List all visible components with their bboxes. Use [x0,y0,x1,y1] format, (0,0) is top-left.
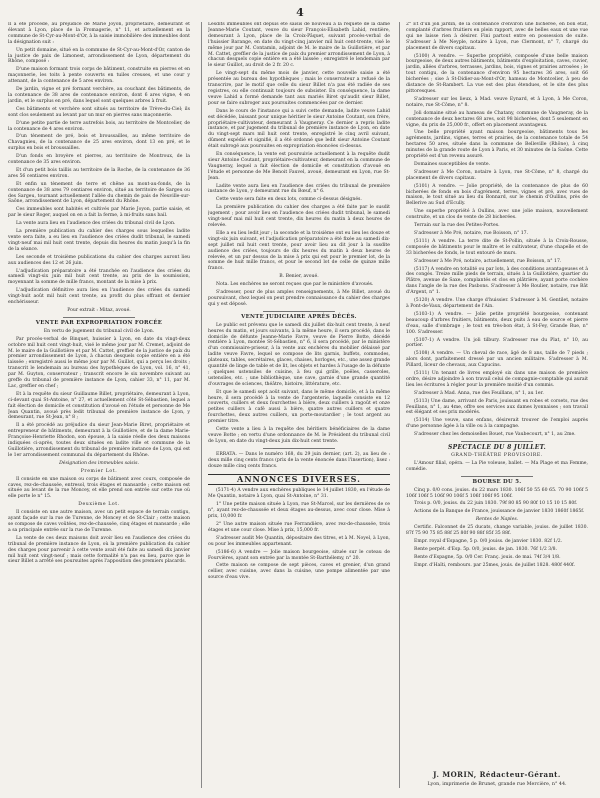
paragraph: La première publication du cahier des charges sous lesquelles ladite vente sera faite, a eu lieu en l'audience des criées dudit tribunal, le samedi vingt-neuf mai mil huit cent trente, depuis dix heures du matin jusqu'à la fin de la séance. [8,229,190,252]
annonce: S'adresser à Me Pré, notaire, actuellement, rue Boisson, n° 17. [414,258,562,264]
separator-rule [263,311,336,312]
annonce: Une belle propriété ayant maison bourgeoise, bâtiments tous les agréments, jardins, vignes, terres et prairies, de la contenance totale de 54 hectares 50 ares, située dans la commune de Belleville (Rhône), à cinq minutes de la grande route de Lyon à Paris, et 30 minutes de la Saône. Cette propriété est d'un revenu assuré. [406,130,588,160]
annonce: (5171-4) A vendre aux enchères publiques le 14 juillet 1830, en l'étude de Me Quantin, notaire à Lyon, quai St-Antoine, n° 31. [208,488,390,500]
annonce: S'adresser chez les demoiselles Bouet, rue Vaubecourt, n° 1, au 2me. [414,432,576,438]
paragraph: D'un fonds en broyère et pierres, au territoire de Montroux, de la contenance de 35 ares environ. [8,154,190,166]
separator-rule [461,476,534,477]
annonce: S'adresser à Mad. Anna, rue des Feuillans, n° 1, au 1er. [414,390,544,396]
paragraph: Lesdits immeubles ont depuis été saisis de nouveau à la requête de la dame Jeanne-Marie Coutant, veuve du sieur François-Elisabeth Lahid, rentière, demeurant à Lyon, place de la Croix-Pâquet, suivant procès-verbal de l'huissier Barange, en date du vingt-cinq janvier mil huit cent-trente, visé le même jour par M. Contamin, adjoint de M. le maire de la Guillotière, et par M. Cattet, greffier de la justice de paix du premier arrondissement de Lyon, à chacun desquels copie entière en a été laissée ; enregistré le lendemain par le sieur Guillot, au droit de 2 fr. 20 c. [208,22,390,69]
paragraph: Un petit domaine, situé en la commune de St-Cyr-au-Mont-d'Or, canton de la justice de paix de Limonest, arrondissement de Lyon, département du Rhône, composé : [8,47,190,65]
bourse-line: Empr. d'Haïti, rembours. par 25mes, jouis. de juillet 1828. 480f 440f. [414,562,575,568]
annonce: 2° Et d'un joli jardin, de la contenance d'environ une bicherée, en bon état, complanté d'arbres fruitiers en plein rapport, avec de belles eaux et une vue qui ne laisse rien à désirer. Fini partout entre en possession de suite. S'adresser à Me Neyple, notaire à Lyon, rue Clermont, n° 7, chargé du placement de divers capitaux. [406,22,588,51]
annonce: (5186-6) A vendre — Jolie maison bourgeoise, située sur le coteau de Fourvières, ayant son entrée par la montée St-Barthélemy, n° 20. [208,549,390,561]
paragraph: D'un tènement de pré, bois et broussailles, au même territoire de Chavagnieu, de la contenance de 25 ares environ, dont 13 en pré, et le surplus en bois et broussailles. [8,134,190,152]
printer-imprint: Lyon, imprimerie de Brunet, grande rue Mercière, n° 44. [427,782,567,787]
annonce: (5117) A vendre en totalité ou par lots, à des conditions avantageuses et à des congés. Treize mille pieds de terrain, situés à la Guillotière, quartier du Plâtre, avenue de Saxe, complantés et clos en plâtrière, ayant porte cochère dans l'angle de la rue des Pasbons. S'adresser à Me Roulier, notaire, rue Bât d'Argent, n° 1. [406,266,588,296]
paragraph: Ladite vente aura lieu en l'audience des criées du tribunal de première instance de Lyon, y demeurant rue du Bœuf, n° 6. [208,183,390,195]
paragraph: Ces immeubles sont habités et cultivés par Marie Joyon, partie saisie, et par le sieur Roger, auquel on en a fait la ferme, à mi-fruits sans bail. [8,207,190,219]
bourse-line: Rente d'Espagne, 5p. 0/0 Cer. Franç. jouis. de mai. 74f 3/4 1/8. [414,554,561,560]
section-heading: VENTE JUDICIAIRE APRÈS DÉCÈS. [241,313,357,320]
bourse-line: Cinq p. 0/0 cons. jouiss. du 22 mars 1830. 106f 50 55 60 65. 70 90 106f 5 106f 106f 5 106f 90 106f 5 106f 106f 95 106f. [406,487,588,499]
paragraph: Et d'un petit bois taillis au territoire de la Roche, de la contenance de 36 ares 56 centiares environ. [8,167,190,179]
paragraph: Cette vente sera faite en deux lots, comme ci-dessus désignés. [216,197,362,203]
paragraph: Les seconde et troisième publications du cahier des charges auront lieu aux audiences des 12 et 26 juin. [8,254,190,266]
spectacle-heading: SPECTACLE DU 8 JUILLET. [448,444,546,452]
signature-line: B. Benier, avoué. [279,274,319,280]
column-right [406,22,588,768]
section-subheading: En vertu de jugement du tribunal civil de Lyon. [43,328,155,334]
annonce: (5113) Une dame, arrivant de Paris, jouissant en robes et corsets, rue des Feuillans, n° 1, au 4me, offre ses services aux dames lyonnaises ; son travail est élégant et ses prix modérés. [406,398,588,416]
lot-heading: Premier Lot. [80,468,118,474]
paragraph: Nota. Les enchères ne seront reçues que par le ministère d'avoués. [216,282,374,288]
annonce: Cette maison se compose de sept pièces, caves et grenier, d'un grand cellier, avec cuisine, avec dans la cuisine, une pompe alimentée par une source d'eau vive. [208,563,390,581]
annonce: (5120) A vendre. Une charge d'huissier. S'adresser à M. Gentilet, notaire à Pont-de-Vaux, département de l'Ain. [406,298,588,309]
annonce: S'adresser à Me Pré, notaire, rue Boisson, n° 17. [414,231,529,236]
annonce: (5107-1) A vendre. Un joli tilbury. S'adresser rue du Plat, n° 10, au portier. [406,337,588,349]
paragraph: Le vingt-sept du même mois de janvier, cette nouvelle saisie a été présentée au bureau des hypothèques ; mais le conservateur a refusé de la transcrire, par le motif que celle du sieur Billet n'a pas été radiée de ses registres, ou elle continuait toujours de subsister. En conséquence, la dame veuve Lahid a formé demande tant aux mariés Biret qu'audit sieur Billet, pour se faire subroger aux poursuites commencées par ce dernier. [208,71,390,106]
annonce: (5114) Une veuve, sans enfans, désirerait trouver de l'emploi auprès d'une personne âgée à la ville ou à la campagne. [406,418,588,430]
column-divider [201,22,202,788]
paragraph: Par procès-verbal de Binquet, huissier à Lyon, en date du vingt-deux octobre mil huit cent vingt-huit, visé le même jour par M. Cremet, adjoint de M. le maire de la Guillotière et par M. Cattet, greffier de la justice de paix du premier arrondissement de Lyon, à chacun desquels copie entière en a été laissée ; enregistré aussi le même jour par M. Guillot, qui a perçu les droits ; transcrit le lendemain au bureau des hypothèques de Lyon, vol. 16, n° 41, par M. Guyton, conservateur ; transcrit encore le six novembre suivant au greffe du tribunal de première instance de Lyon, cahier 33, n° 11, par M. Lac, greffier en chef ; [8,336,190,389]
lot-heading: Deuxième Lot. [78,502,120,508]
paragraph: D'une maison formant trois corps de bâtiment, construite en pierres et en maçonnerie, les toits à pente couverts en tuiles creuses, et une cour y attenant, de la contenance de 5 ares environ. [8,67,190,85]
column-divider [399,22,400,788]
page-number: 4 [296,6,304,19]
paragraph: La première publication du cahier des charges a été faite par le susdit jugement ; pour avoir lieu en l'audience des criées dudit tribunal, le samedi vingt-neuf mai mil huit cent trente, dix heures du matin à deux heures de relevée. [208,205,390,228]
paragraph: Il a été procédé au préjudice du sieur Jean-Marie Biret, propriétaire et entrepreneur de bâtiments, demeurant à la Guillotière, et de la dame Marie-Françoise-Henriette Rhodon, son épouse, à la saisie réelle des deux maisons indiquées ci-après, toutes deux situées en ladite ville et commune de la Guillotière, arrondissement du tribunal de première instance de Lyon, qui est le 1er arrondissement communal du département du Rhône. [8,423,190,458]
theatre-name: GRAND-THÉÂTRE PROVISOIRE. [451,453,543,458]
paragraph: Dans le cours de l'instance qui a suivi cette demande, ladite veuve Lahid est décédée, laissant pour unique héritier le sieur Antoine Coutant, son frère, propriétaire-cultivateur, demeurant à Vaugneray. Ce dernier a repris ladite instance, et par jugement du tribunal de première instance de Lyon, en date du vingt-sept mars mil huit cent trente, enregistré le cinq avril suivant, dûment expédié et signifié, il a été ordonné que ledit sieur Antoine Coutant était subrogé aux poursuites en expropriation énoncées ci-dessus. [208,108,390,150]
paragraph: De jardin, vigne et pré formant verchère, au couchant des bâtiments, de la contenance de 38 ares de contenance environ, dont 6 ares vigne, 4 en jardin, et le surplus en pré, dans lequel sont quelques arbres à fruit. [8,87,190,104]
annonce: (5100) A vendre. — Superbe propriété, composée d'une belle maison bourgeoise, de deux autres bâtiments, bâtiments d'exploitation, caves, cuvier, jardin, allées d'arbres, terrasses, jardins, bois, vignes et prairies arrosées ; le tout contigu, de la contenance d'environ 95 hectares 36 ares, soit 66 bicherées ; sise à St-Didier-au-Mont-d'Or, hameau de Montcelier, à peu de distance de St-Rambert. La vue est des plus étendues, et le site des plus pittoresques. [406,53,588,94]
separator-rule [263,448,336,449]
annonce: (5101) A vendre. — Jolie propriété, de la contenance de plus de 60 bicherées de fonds en bois d'agrément, terres, vignes et pré, avec vues de maison, le tout situé au lieu du Bonnard, sur le chemin d'Oullins, près de Bellerive au Sud d'Ecully. [406,183,588,207]
annonce: Joli domaine situé au hameau de Chatany, commune de Vaugneray, de la contenance de deux hectares 68 ares, soit 98 bicherées, dont 5 seulement en vigne, du prix de 25,000 fr., offert en placement avantageux. [406,110,588,128]
spectacle-program: L'Amour filial, opéra. — La Pie voleuse, ballet. — Ma Plage et ma Femme, comédie. [406,460,588,472]
bourse-line: Trois p. 0/0, jouiss. du 22 juin 1830. 79f 80 85 90 80f 10 15 10 15 80f. [414,501,578,507]
annonce: 2° Une autre maison située rue Ferrandière, avec rez-de-chaussée, trois étages et une cour close. Mise à prix, 15,000 fr. [208,521,390,533]
paragraph: Ces bâtiments et verchère sont situés au territoire de Trève-du-Ciel; ils sont clos seulement au levant par un mur en pierres sans maçonnerie. [8,106,190,118]
annonce: (5103-1) A vendre. — Jolie petite propriété bourgeoise, contenant beaucoup d'arbres fruitiers, bâtiments, deux puits à eau de source et pierre d'eau, salle d'ombrage ; le tout en très-bon état, à St-Fey, Grande Rue, n° 100. S'adresser. [406,311,588,335]
annonce: Terrain sur la rue des Petites-Portes. [414,223,500,229]
separator-rule [461,441,534,442]
column-left [8,22,190,790]
paragraph: Il a été procédé, au préjudice de Marie Joyon, propriétaire, demeurant et élevant à Lyon, place de la Fromagerie, n° 11, et actuellement en la commune de St-Cyr-au-Mont-d'Or, à la saisie immobilière des immeubles dont la désignation suit : [8,22,190,45]
annonces-heading: ANNONCES DIVERSES. [208,474,390,486]
paragraph: Cette vente a lieu à la requête des héritiers bénéficiaires de la dame veuve Botte ; en vertu d'une ordonnance de M. le Président du tribunal civil de Lyon, en date du vingt-deux juin dix-huit cent trente. [208,427,390,444]
annonce: (5111) A vendre. La terre dite de St-Pollin, située à la Croix-Rousse, composée de bâtiments pour le maître et le cultivateur, d'une chapelle et de 33 bicherées de fonds, le tout entouré de murs. [406,238,588,256]
paragraph: S'adresser, pour de plus amples renseignements, à Me Billet, avoué du poursuivant, chez lequel on peut prendre connaissance du cahier des charges qui y est déposé. [208,290,390,307]
errata: ERRATA. — Dans le numéro 168, du 29 juin dernier, (art. 2), au lieu de : deux mille cinq cents francs (prix de la vente énoncée dans l'insertion), lisez : douze mille cinq cents francs. [208,451,390,469]
paragraph: Le public est prévenu que le samedi dix juillet dix-huit cent trente, à neuf heures du matin, et jours suivants, à la même heure, il sera procédé, dans le domicile de défunte Jeanne-Marie Favre, veuve de Pierre Botte, décédé rentière à Lyon, montée St-Sébastien, n° 6, il sera procédé, par le ministère d'un commissaire-priseur, à la vente aux enchères du mobilier délaissé par ladite veuve Favre, lequel se compose de lits garnis, buffets, commodes, plateaux, tables, secrétaires, glaces, chaises, horloges, etc., une assez grande quantité de linge de table et de lit, les objets et hardes à l'usage de la défunte ; quelques ustensiles de cuisine, à feu qui grille, poêles, casseroles, ustensiles, etc. ; une bibliothèque, une cave, garnie d'une grande quantité d'ouvrages de sciences, théâtre, histoire, littérature, etc. [208,322,390,387]
bourse-line: Rente perpét. d'Esp. 5p. 0/0, jouiss. de jan. 1830. 76f 1/2 3/8. [414,546,558,552]
separator-rule [63,317,136,318]
bourse-line: Certific. Falconnet de 25 ducats, change variable, jouiss. de juillet 1830. 87f 75 90 75 85 88f 25 80f 90 88f 85f 35 88f. [406,525,588,537]
bourse-line: Empr. royal d'Espagne, 5 p. 0/0 jouiss. de janvier 1830. 82f 1/2. [414,538,563,544]
legal-notice-saisie [8,22,190,314]
annonce: S'adresser à Me Coron, notaire à Lyon, rue St-Côme, n° 8, chargé du placement de divers capitaux. [406,169,588,181]
paragraph: D'une petite partie de terre autrefois bois, au territoire de Montcelier, de la contenance de 4 ares environ. [8,120,190,132]
bourse-line: Actions de la Banque de France, jouissance de janvier 1830 1860f 1865f. [414,509,585,515]
signature-line: Pour extrait : Mitaz, avoué. [67,307,131,313]
annonce: (5108) A vendre. — Un cheval de race, âgé de 8 ans, taille de 7 pieds ; alors dont, parfaitement dressé par un ancien militaire. S'adresser à M. Pillard, liceur de chevaux, aux Capucins. [406,351,588,369]
paragraph: En conséquence, la vente est poursuivie actuellement à la requête dudit sieur Antoine Coutant, propriétaire-cultivateur, demeurant en la commune de Vaugneray, lequel a fait élection de domicile et constitution d'avoué en l'étude et personne de Me Benoit Fauvel, avoué, demeurant en Lyon, rue St-Jean. [208,152,390,181]
annonce: (5111) Un tenant de livres employé six dans une maison de première ordre, désire adjoindre à son travail celui de compagnie-comptable qui aurait lieu les écritures à régler pour la première moitié d'un commis. [406,371,588,388]
paragraph: Il consiste en une maison ou corps de bâtiment avec cours, composée de caves, rez-de-chaussée, entresol, trois étages et mansarde ; cette maison est située au levant de la rue Moncey, et elle prend son entrée sur cette rue où elle porte le n° 15. [8,476,190,500]
paragraph: Il consiste en une autre maison, avec un petit espace de terrain contigu, ayant façade sur la rue de Turenne, de Moncey et de St-Clair ; cette maison se compose de caves voûtées, rez-de-chaussée, cinq étages et mansarde ; elle a sa principale entrée sur la rue de Turenne. [8,510,190,533]
paragraph: La vente de ces deux maisons doit avoir lieu en l'audience des criées du tribunal de première instance de Lyon, où la première publication du cahier des charges pour parvenir à cette vente avait été faite au samedi dix janvier mil huit cent vingt-neuf ; mais cette formalité n'a pas eu lieu, parce que le sieur Billet a arrêté ses poursuites après l'apposition des premiers placards. [8,535,190,565]
paragraph: Et à la requête du sieur Guillaume Billet, propriétaire, demeurant à Lyon, ci-devant quai St-Antoine, n° 27, et actuellement côté St-Sébastien, lequel a fait élection de domicile et constitution d'avoué en l'étude et personne de Me Jean Quantin, avoué près ledit tribunal de première instance de Lyon, y demeurant, rue St-Jean, n° 8 ; [8,391,190,421]
annonce: Une superbe propriété à Oullins, avec une jolie maison, nouvellement construite, et un clos de vente de 28 bicherées. [406,209,588,221]
paragraph: Elle a eu lieu ledit jour ; la seconde et la troisième ont eu lieu les douze et vingt-six juin suivant, et l'adjudication préparatoire a été fixée au samedi dix-sept juillet mil huit cent trente, pour avoir lieu au dit jour à la susdite audience des criées, toujours de dix heures du matin à deux heures de relevée, et un pur dessus de la mise à prix qui est pour le premier lot, de la somme de huit mille francs, et pour le second lot de celle de quinze mille francs. [208,230,390,272]
annonce: Domaines susceptibles de vente. [414,161,491,167]
paragraph: L'adjudication définitive aura lieu en l'audience des criées du samedi vingt-huit août mil huit cent trente, au profit du plus offrant et dernier enchérisseur. [8,288,190,306]
annonce: S'adresser sur les lieux, à Mad. veuve Eynard, et à Lyon, à Me Coron, notaire, rue St-Côme, n° 8. [406,96,588,108]
designation-heading: Désignation des immeubles saisis. [59,460,139,466]
bourse-heading: BOURSE DU 5. [472,478,522,485]
paragraph: Et que le samedi sept août suivant, dans le même domicile, et à la même heure, il sera procédé à la vente de l'argenterie, laquelle consiste en 12 couverts, cuillers et deux fourchettes à bière, deux cuillers à ragoût et onze petites cuillers à café aussi à bière, quatre autres cuillers et quatre fourchettes, deux autres cuillers, un porte-moutardier ; le tout argent au premier titre. [208,389,390,425]
paragraph: La vente aura lieu en l'audience des criées du tribunal civil de Lyon. [16,221,176,227]
annonce: 1° Une petite maison située à Lyon, rue St-Marcel, sur les dernières de ce n°, ayant rez-de-chaussée et deux étages au-dessus, avec cour close. Mise à prix, 10,000 fr. [208,502,390,520]
editor-signature: J. MORIN, Rédacteur-Gérant. [433,770,561,779]
bourse-line: Rentes de Naples. [475,517,519,523]
section-heading: VENTE PAR EXPROPRIATION FORCÉE [35,319,163,326]
annonce: S'adresser audit Me Quantin, dépositaire des titres, et à M. Noyel, à Lyon, ou pour les immeubles appartenant. [208,535,390,547]
legal-notice-expropriation [8,321,190,565]
paragraph: Et enfin un tènement de terre et chêne au mont-au-fonds, de la contenance de 38 ares 79 centiares environ, situé au territoire de Sargeu ou des Sargeu, tournant actuellement l'allée du chemin de pais de Neuville-sur-Saône, arrondissement de Lyon, département du Rhône. [8,181,190,205]
paragraph: L'adjudication préparatoire a été tranchée en l'audience des criées du samedi vingt-six juin mil huit cent trente, au prix de la soumission, moyennant la somme de mille francs, montant de la mise à prix. [8,268,190,286]
column-middle [208,22,390,790]
